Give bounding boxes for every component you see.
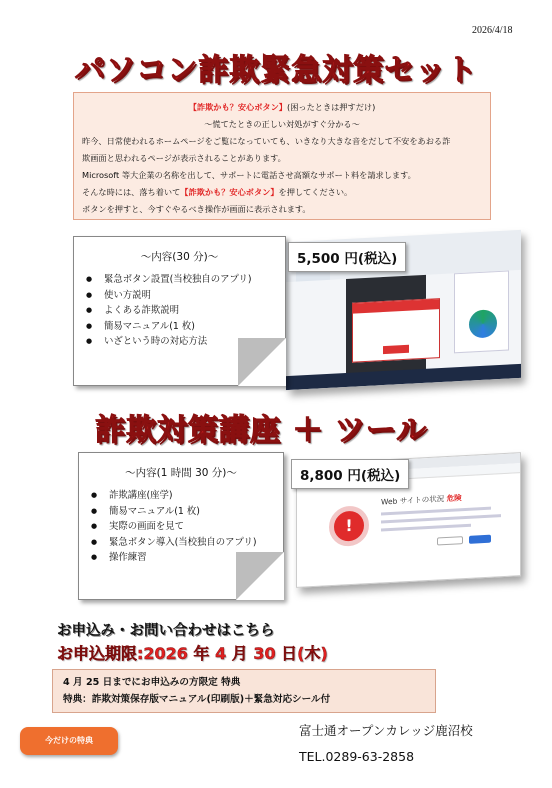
popup-header — [353, 299, 439, 314]
site-status-danger: 危険 — [446, 493, 462, 504]
intro-line-3: Microsoft 等大企業の名称を出して、サポートに電話させ高額なサポート料を請求します。 — [82, 170, 416, 180]
package1-heading: ～内容(30 分)～ — [140, 251, 219, 263]
bonus-line-2: 特典：詐欺対策保存版マニュアル(印刷版)＋緊急対応シール付 — [63, 694, 331, 705]
document-date: 2026/4/18 — [472, 25, 513, 36]
button-name: 【詐欺かも？安心ボタン】 — [188, 102, 287, 112]
intro-line-2: 欺画面と思われるページが表示されることがあります。 — [82, 153, 286, 163]
intro-line-4a: そんな時には、落ち着いて — [82, 187, 181, 197]
main-title: パソコン詐欺緊急対策セット — [74, 53, 478, 88]
phone-number: TEL.0289-63-2858 — [299, 749, 415, 764]
page-fold-corner — [236, 552, 284, 600]
section-title: 詐欺対策講座 ＋ ツール — [95, 413, 428, 448]
list-item: ● 簡易マニュアル(1 枚) — [84, 319, 275, 335]
apply-heading: お申込み・お問い合わせはこちら — [57, 623, 275, 639]
package2-price: 8,800 円(税込) — [291, 459, 409, 489]
list-item: ● 実際の画面を見て — [89, 519, 273, 535]
package2-heading: ～内容(1 時間 30 分)～ — [125, 467, 237, 479]
text-line — [381, 524, 471, 532]
list-item: ● いざという時の対応方法 — [84, 334, 275, 350]
organization-name: 富士通オープンカレッジ鹿沼校 — [299, 723, 473, 738]
package1-price: 5,500 円(税込) — [288, 242, 406, 272]
text-line — [381, 507, 491, 516]
site-status-title — [381, 492, 462, 507]
intro-line-1: 昨今、日常使われるホームページをご覧になっていても、いきなり大きな音をだして不安をあおる詐 — [82, 136, 451, 146]
list-item: ● 操作練習 — [89, 550, 273, 566]
intro-box — [73, 92, 491, 220]
list-item: ● 使い方説明 — [84, 288, 275, 304]
button-note: (困ったときは押すだけ) — [287, 102, 376, 112]
popup-button — [383, 345, 409, 354]
intro-line-4 — [82, 184, 482, 201]
list-item: ● 緊急ボタン導入(当校独自のアプリ) — [89, 535, 273, 551]
dialog-primary-button — [469, 535, 491, 544]
intro-line-4-button: 【詐欺かも？安心ボタン】 — [180, 187, 279, 197]
fake-warning-popup — [352, 298, 440, 363]
intro-line-5: ボタンを押すと、今すぐやるべき操作が画面に表示されます。 — [82, 204, 311, 214]
package2-box — [78, 452, 284, 600]
list-item: ● 緊急ボタン設置(当校独自のアプリ) — [84, 272, 275, 288]
dialog-secondary-button — [437, 536, 463, 545]
package1-box — [73, 236, 286, 386]
bonus-box — [52, 669, 436, 713]
text-line — [381, 514, 501, 523]
intro-line-4c: を押してください。 — [278, 187, 353, 197]
intro-button-line — [82, 99, 482, 116]
list-item: ● 詐欺講座(座学) — [89, 488, 273, 504]
danger-icon: ! — [329, 505, 369, 547]
intro-subtitle: ～慌てたときの正しい対処がすぐ分かる～ — [204, 119, 360, 129]
limited-offer-badge: 今だけの特典 — [20, 727, 118, 755]
list-item: ● よくある詐欺説明 — [84, 303, 275, 319]
page-fold-corner — [238, 338, 286, 386]
site-status-label: Web サイトの状況 — [381, 494, 447, 507]
apply-deadline: お申込期限:2026 年 4 月 30 日(木) — [57, 644, 328, 663]
list-item: ● 簡易マニュアル(1 枚) — [89, 504, 273, 520]
bonus-line-1: 4 月 25 日までにお申込みの方限定 特典 — [63, 677, 241, 688]
